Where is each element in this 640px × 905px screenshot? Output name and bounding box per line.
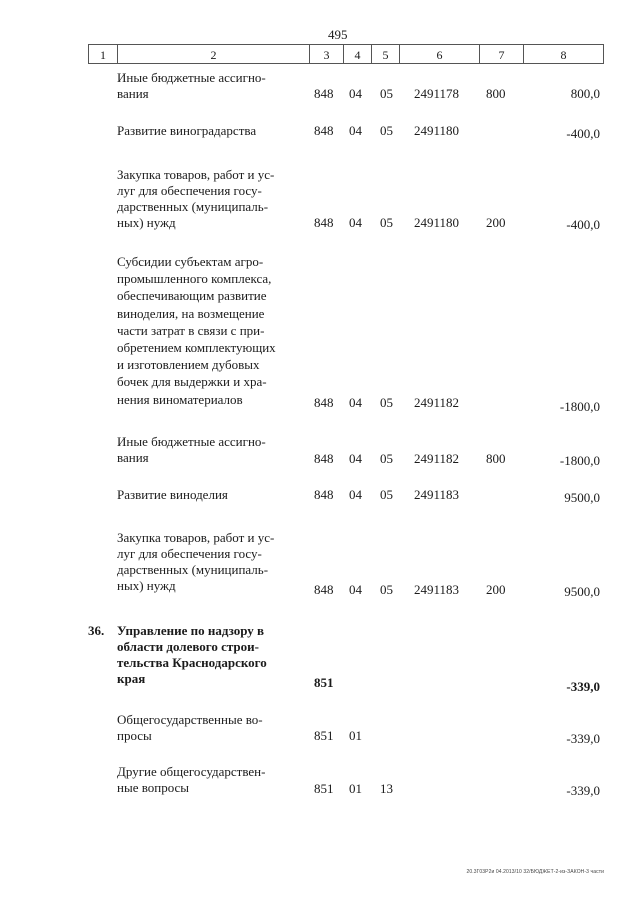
row-code-5: 05 (380, 123, 393, 138)
row-amount: -400,0 (566, 217, 600, 232)
row-name: Закупка товаров, работ и ус- луг для обеспечения госу- дарственных (муниципаль- ных) нужд (117, 530, 275, 593)
row-code-3: 851 (314, 728, 334, 743)
row-amount: -1800,0 (559, 399, 600, 414)
footer-note: 20.3Г03Р2и 04.2013/10 32/БЮДЖЕТ-2-из-ЗАКОН-3 части (466, 869, 604, 875)
row-amount: 9500,0 (564, 490, 600, 505)
row-code-3: 848 (314, 451, 334, 466)
section-number: 36. (88, 623, 105, 638)
row-code-4: 04 (349, 395, 362, 410)
row-code-4: 04 (349, 123, 362, 138)
row-code-3: 848 (314, 123, 334, 138)
row-code-4: 04 (349, 215, 362, 230)
row-code-4: 01 (349, 728, 362, 743)
row-code-7: 800 (486, 86, 506, 101)
table-header (88, 44, 604, 64)
row-code-6: 2491182 (414, 395, 460, 410)
row-code-7: 800 (486, 451, 506, 466)
row-code-5: 05 (380, 215, 393, 230)
row-code-5: 05 (380, 86, 393, 101)
header-cell-8: 8 (524, 44, 604, 64)
row-code-3: 848 (314, 395, 334, 410)
header-cell-4: 4 (344, 44, 372, 64)
row-amount: -400,0 (566, 126, 600, 141)
header-cell-2: 2 (118, 44, 310, 64)
row-name: Иные бюджетные ассигно- вания (117, 70, 266, 101)
section-amount: -339,0 (566, 679, 600, 694)
row-code-6: 2491180 (414, 123, 460, 138)
row-code-4: 04 (349, 582, 362, 597)
row-amount: -1800,0 (559, 453, 600, 468)
section-name: Управление по надзору в области долевого строи- тельства Краснодарского края (117, 623, 267, 686)
row-code-5: 05 (380, 582, 393, 597)
row-amount: -339,0 (566, 783, 600, 798)
row-code-6: 2491183 (414, 582, 460, 597)
row-code-6: 2491182 (414, 451, 460, 466)
header-cell-7: 7 (480, 44, 524, 64)
row-amount: -339,0 (566, 731, 600, 746)
row-name: Другие общегосударствен- ные вопросы (117, 764, 266, 795)
row-code-5: 05 (380, 487, 393, 502)
row-code-5: 05 (380, 451, 393, 466)
header-cell-5: 5 (372, 44, 400, 64)
header-cell-1: 1 (88, 44, 118, 64)
row-code-3: 851 (314, 781, 334, 796)
page-number: 495 (328, 27, 348, 42)
row-code-4: 04 (349, 487, 362, 502)
row-name: Субсидии субъектам агро- промышленного комплекса, обеспечивающим развитие виноделия, на возмещение части затрат в связи с при- обретением комплектующих и изготовлением дубовых бочек для выдержки и хра- нения виноматериалов (117, 254, 276, 407)
row-code-5: 13 (380, 781, 393, 796)
row-amount: 800,0 (570, 86, 600, 101)
row-code-6: 2491183 (414, 487, 460, 502)
row-code-4: 04 (349, 86, 362, 101)
section-code-3: 851 (314, 675, 334, 690)
row-code-5: 05 (380, 395, 393, 410)
row-amount: 9500,0 (564, 584, 600, 599)
row-code-6: 2491180 (414, 215, 460, 230)
row-name: Развитие виноградарства (117, 123, 257, 138)
header-cell-3: 3 (310, 44, 344, 64)
row-code-3: 848 (314, 582, 334, 597)
row-code-3: 848 (314, 86, 334, 101)
row-code-3: 848 (314, 487, 334, 502)
row-code-7: 200 (486, 215, 506, 230)
row-code-6: 2491178 (414, 86, 460, 101)
row-code-4: 01 (349, 781, 362, 796)
row-code-7: 200 (486, 582, 506, 597)
row-name: Развитие виноделия (117, 487, 228, 502)
row-code-4: 04 (349, 451, 362, 466)
row-code-3: 848 (314, 215, 334, 230)
row-name: Иные бюджетные ассигно- вания (117, 434, 266, 465)
row-name: Закупка товаров, работ и ус- луг для обеспечения госу- дарственных (муниципаль- ных) нужд (117, 167, 275, 230)
row-name: Общегосударственные во- просы (117, 712, 263, 743)
header-cell-6: 6 (400, 44, 480, 64)
